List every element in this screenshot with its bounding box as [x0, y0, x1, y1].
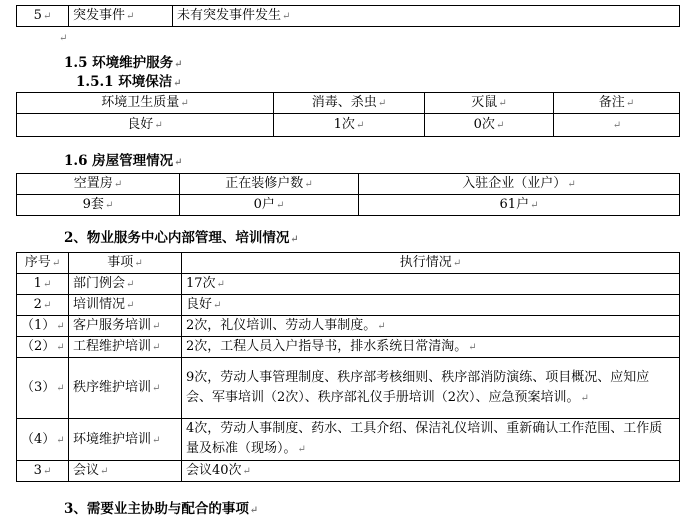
table-header-row	[17, 253, 680, 274]
header-cell: 空置房↵	[17, 174, 180, 195]
row-detail: 17次↵	[182, 274, 680, 295]
row-item: 客户服务培训↵	[69, 316, 182, 337]
table-row	[17, 195, 680, 216]
header-cell: 序号↵	[17, 253, 69, 274]
table-cell: 61户↵	[359, 195, 680, 216]
table-cell: ↵	[554, 114, 680, 137]
row-item: 秩序维护培训↵	[69, 358, 182, 419]
paragraph-mark: ↵	[59, 33, 68, 44]
section-heading: 1.6 房屋管理情况↵	[64, 153, 183, 169]
house-table	[16, 173, 680, 216]
top-row-table	[16, 5, 680, 27]
table-cell: 9套↵	[17, 195, 180, 216]
header-cell: 备注↵	[554, 93, 680, 114]
row-item: 会议↵	[69, 461, 182, 482]
header-cell: 执行情况↵	[182, 253, 680, 274]
table-cell: 1次↵	[274, 114, 425, 137]
table-row	[17, 295, 680, 316]
table-row	[17, 316, 680, 337]
section-heading: 1.5 环境维护服务↵	[64, 55, 183, 71]
management-table	[16, 252, 680, 482]
row-item: 突发事件↵	[69, 6, 173, 27]
row-item: 培训情况↵	[69, 295, 182, 316]
table-row	[17, 461, 680, 482]
row-detail: 4次，劳动人事制度、药水、工具介绍、保洁礼仪培训、重新确认工作范围、工作质量及标准（现场）。↵	[182, 419, 680, 461]
header-cell: 入驻企业（业户）↵	[359, 174, 680, 195]
row-detail: 会议40次↵	[182, 461, 680, 482]
row-num: （2）↵	[17, 337, 69, 358]
section-heading: 2、物业服务中心内部管理、培训情况↵	[64, 230, 299, 246]
table-header-row	[17, 174, 680, 195]
table-row	[17, 419, 680, 461]
subsection-heading: 1.5.1 环境保洁↵	[76, 74, 182, 90]
row-item: 部门例会↵	[69, 274, 182, 295]
row-detail: 良好↵	[182, 295, 680, 316]
row-detail: 未有突发事件发生↵	[173, 6, 680, 27]
row-num: 1↵	[17, 274, 69, 295]
row-detail: 9次，劳动人事管理制度、秩序部考核细则、秩序部消防演练、项目概况、应知应会、军事培训（2次）、秩序部礼仪手册培训（2次）、应急预案培训。↵	[182, 358, 680, 419]
table-cell: 0次↵	[425, 114, 554, 137]
table-row	[17, 6, 680, 27]
table-row	[17, 337, 680, 358]
header-cell: 环境卫生质量↵	[17, 93, 274, 114]
table-cell: 0户↵	[180, 195, 359, 216]
table-cell: 良好↵	[17, 114, 274, 137]
row-num: 2↵	[17, 295, 69, 316]
table-row	[17, 274, 680, 295]
row-item: 工程维护培训↵	[69, 337, 182, 358]
row-num: 3↵	[17, 461, 69, 482]
row-detail: 2次，工程人员入户指导书，排水系统日常清淘。↵	[182, 337, 680, 358]
header-cell: 正在装修户数↵	[180, 174, 359, 195]
row-num: （3）↵	[17, 358, 69, 419]
table-row	[17, 114, 680, 137]
row-detail: 2次，礼仪培训、劳动人事制度。↵	[182, 316, 680, 337]
row-num: （4）↵	[17, 419, 69, 461]
row-num: （1）↵	[17, 316, 69, 337]
header-cell: 灭鼠↵	[425, 93, 554, 114]
row-num: 5↵	[17, 6, 69, 27]
environment-table	[16, 92, 680, 137]
header-cell: 消毒、杀虫↵	[274, 93, 425, 114]
table-row	[17, 358, 680, 419]
section-heading: 3、需要业主协助与配合的事项↵	[64, 501, 259, 517]
header-cell: 事项↵	[69, 253, 182, 274]
row-item: 环境维护培训↵	[69, 419, 182, 461]
table-header-row	[17, 93, 680, 114]
